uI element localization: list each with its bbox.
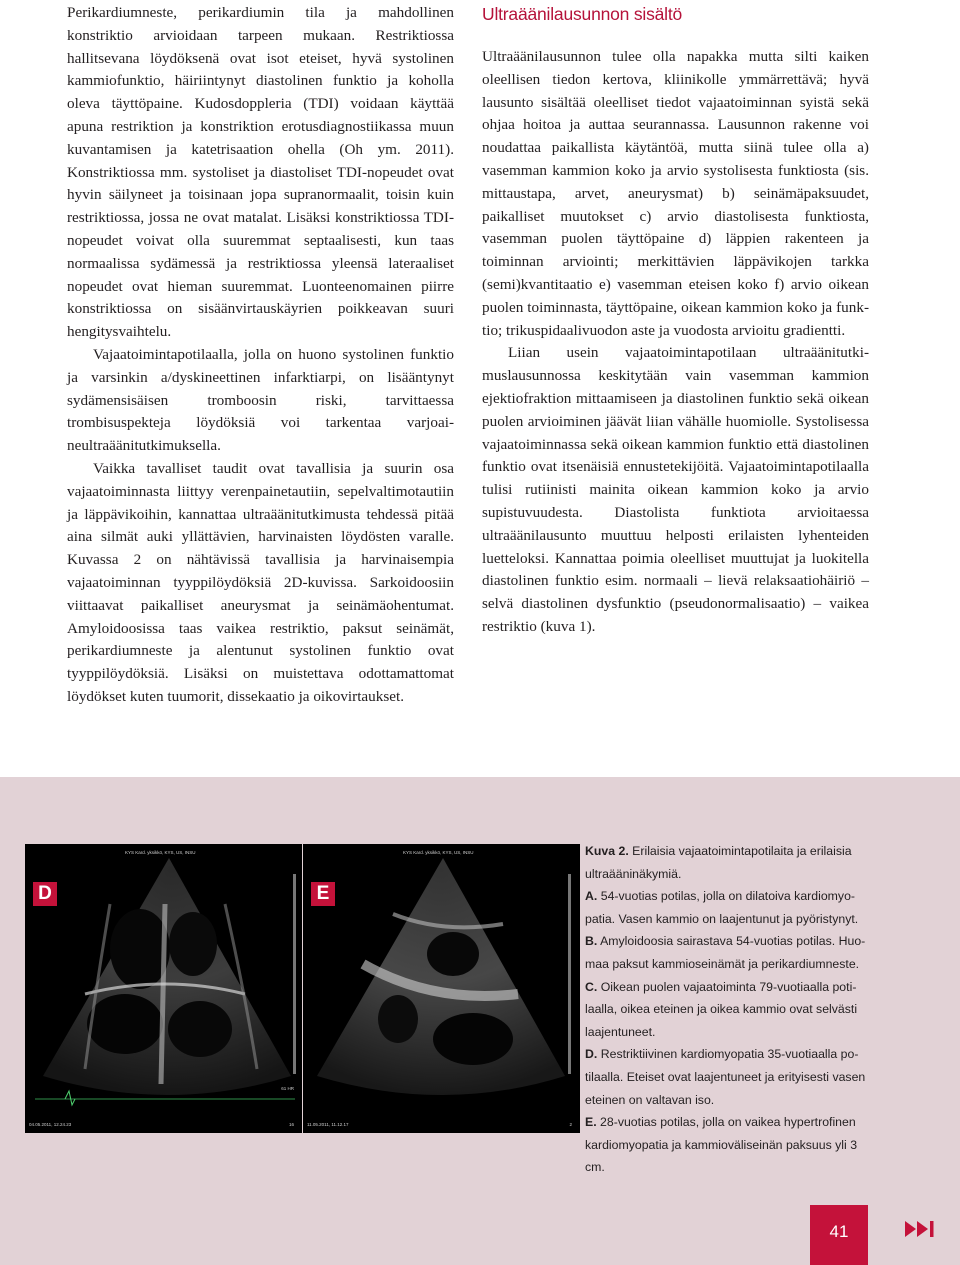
ultrasound-sector-d xyxy=(25,844,302,1133)
caption-item-label: D. xyxy=(585,1047,598,1062)
panel-timestamp: 11.05.2011, 11.12.17 xyxy=(307,1122,349,1127)
caption-item xyxy=(585,1111,875,1179)
caption-item-label: A. xyxy=(585,889,598,904)
caption-item-text: Restriktiivinen kardiomyopatia 35-vuotiaalla potilaalla. Eteiset ovat laajentuneet ja erityisesti vasen eteinen on valtavan iso. xyxy=(585,1047,866,1107)
right-text-column xyxy=(482,2,869,639)
caption-item-text: Oikean puolen vajaatoiminta 79-vuotiaalla potilaalla, oikea eteinen ja oikea kammio ovat selvästi laajentuneet. xyxy=(585,979,858,1039)
caption-item-label: E. xyxy=(585,1115,597,1130)
body-paragraph: Liian usein vajaatoimintapotilaan ultraäänitutkimuslausunnossa keskitytään vain vasemman kammion ejektiofraktion mittaamiseen ja diastolinen funktio sekä oikean puolen arvioiminen jäävät liian vähälle huomiolle. Systolisessa vajaatoiminnassa sekä oikean kammion funktio että diastolinen funktio ovat itsenäisiä ennustetekijöitä. Vajaatoimintapotilaalla tulisi rutiinisti mainita oikean kammion koko ja arvio supistuvuudesta. Diastolista funktiota arvioitaessa ultraäänilausunto muuttuu helposti erilaisten lyhenteiden luetteloksi. Kannattaa poimia oleelliset muuttujat ja luokitella diastolinen funktio esim. normaali – lievä relaksaatiohäiriö – selvä diastolinen dysfunktio (pseudonormalisaatio) – vaikea restriktio (kuva 1). xyxy=(482,344,869,635)
panel-label-e: E xyxy=(311,882,335,906)
panel-frame-number: 16 xyxy=(288,1122,294,1127)
caption-title-label: Kuva 2. xyxy=(585,844,629,858)
panel-hr-readout: 61 HR xyxy=(281,1086,294,1091)
caption-item-label: B. xyxy=(585,934,598,949)
ultrasound-image-d xyxy=(25,844,302,1133)
caption-title xyxy=(585,840,875,885)
caption-item-text: 28-vuotias potilas, jolla on vaikea hypertrofinen kardiomyopatia ja kammioväliseinän paksuus yli 3 cm. xyxy=(585,1115,858,1175)
panel-timestamp: 04.05.2011, 12.24.23 xyxy=(29,1122,72,1127)
page-number: 41 xyxy=(810,1205,868,1265)
body-paragraph: Ultraäänilausunnon tulee olla napakka mutta silti kaiken oleellisen tiedon kertova, kliinikolle ymmärrettävä; hyvä lausunto sisältää oleelliset tiedot vajaatoiminnan syistä sekä ohjaa hoitoa ja auttaa seurannassa. Lausunnon rakenne voi noudattaa paikallista käytäntöä, mutta siinä tulee olla a) vasemman kammion koko ja arvio systolisesta funktiosta (sis. mittaustapa, arvet, aneurysmat) b) seinämäpaksuudet, paikalliset muutokset c) arvio diastolisesta funktiosta, vasemman puolen täyttöpaine d) läppien rakenteen ja toiminnan arviointi; merkittävien läppävikojen tarkka (semi)kvantitaatio e) vasemman eteisen koko f) arvio oikean puolen toiminnasta, täyttöpaine, oikean kammion koko ja funktio; trikuspidaalivuodon aste ja vuodosta arvioitu gradientti. xyxy=(482,48,869,339)
body-paragraph: Vaikka tavalliset taudit ovat tavallisia ja suurin osa vajaatoiminnasta liittyy verenpainetautiin, sepelvaltimotautiin ja läppävikoihin, kannattaa ultraäänitutkimusta tehdessä pitää aina silmät auki yllättävien, harvinaisten löydösten varalle. Kuvassa 2 on nähtävissä tavallisia ja harvinaisempia vajaatoiminnan tyyppilöydöksiä 2D-kuvissa. Sarkoidoosiin viittaavat paikalliset aneurysmat ja seinämäohentumat. Amyloidoosissa taas vaikea restriktio, paksut seinämät, perikardiumneste ja alentunut systolinen funktio ovat tyyppilöydöksiä. Lisäksi on muistettava odottamattomat löydökset kuten tuumorit, dissekaatio ja oikovirtaukset. xyxy=(67,459,454,705)
next-page-arrows-icon[interactable] xyxy=(905,1219,945,1239)
body-paragraph: Vajaatoimintapotilaalla, jolla on huono systolinen funktio ja varsinkin a/dyskineettinen infarktiarpi, on lisääntynyt sydämensisäisen tromboosin riski, tarvittaessa trombisuspekteja löydöksiä voi tarkentaa varjoaineultraäänitutkimuksella. xyxy=(67,345,454,455)
caption-title-text: Erilaisia vajaatoimintapotilaita ja erilaisia ultraääninäkymiä. xyxy=(585,844,852,881)
caption-item xyxy=(585,885,875,930)
ultrasound-image-e xyxy=(303,844,580,1133)
caption-item-label: C. xyxy=(585,979,598,994)
caption-item xyxy=(585,1043,875,1111)
panel-label-d: D xyxy=(33,882,57,906)
ultrasound-sector-e xyxy=(303,844,580,1133)
section-heading: Ultraäänilausunnon sisältö xyxy=(482,4,683,24)
caption-item-text: Amyloidoosia sairastava 54-vuotias potilas. Huomaa paksut kammioseinämät ja perikardiumneste. xyxy=(585,934,866,971)
caption-item xyxy=(585,976,875,1044)
left-text-column xyxy=(67,2,454,709)
caption-item-text: 54-vuotias potilas, jolla on dilatoiva kardiomyopatia. Vasen kammio on laajentunut ja pyöristynyt. xyxy=(585,889,859,926)
figure-caption xyxy=(585,840,875,1179)
panel-frame-number: 2 xyxy=(569,1122,572,1127)
body-paragraph: Perikardiumneste, perikardiumin tila ja mahdollinen konstriktio arvioidaan tarpeen mukaan. Restriktiossa hallitsevana löydöksenä ovat isot eteiset, hyvä systolinen kammiofunktio, häiriintynyt diastolinen funktio ja koholla oleva täyttöpaine. Kudosdoppleria (TDI) voidaan käyttää apuna restriktion ja konstriktion erotusdiagnostiikassa muun kuvantamisen ja katetrisaation ohella (Oh ym. 2011). Konstriktiossa mm. systoliset ja diastoliset TDI-nopeudet ovat hyvin säilyneet ja toisinaan jopa supranormaalit, toisin kuin restriktiossa, jossa ne ovat matalat. Lisäksi konstriktiossa TDI-nopeudet voivat olla suuremmat septaalisesti, kun taas normaalissa sydämessä ja restriktiossa yleensä lateraaliset nopeudet ovat hieman suuremmat. Luonteenomainen piirre konstriktiossa on sisäänvirtauskäyrien poikkeavan suuri hengitysvaihtelu. xyxy=(67,4,454,341)
caption-item xyxy=(585,930,875,975)
panel-header-text: KYS Kard. yksikkö, KYS, US, INSU xyxy=(125,850,196,855)
panel-header-text: KYS Kard. yksikkö, KYS, US, INSU xyxy=(403,850,474,855)
